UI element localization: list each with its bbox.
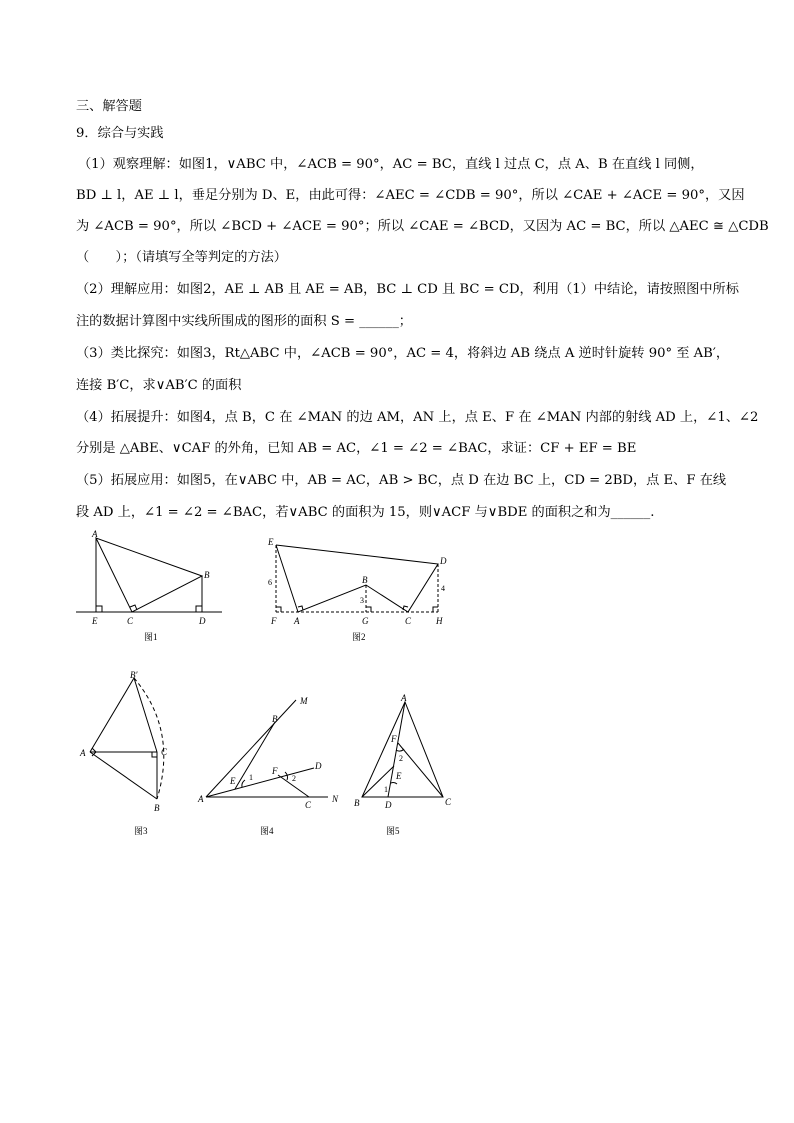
fig5-label-e: E [396, 771, 402, 781]
fig2-label-h: H [436, 616, 443, 626]
fig2-label-e: E [268, 537, 274, 547]
paragraph-3-line-1: （3）类比探究：如图3，Rt△ABC 中，∠ACB = 90°，AC = 4，将斜边 AB 绕点 A 逆时针旋转 90° 至 AB′， [76, 346, 730, 361]
fig5-label-a: A [401, 693, 407, 703]
fig2-caption: 图2 [352, 632, 366, 642]
paragraph-1-line-4: （ ）；（请填写全等判定的方法） [76, 250, 287, 265]
fig5-label-c: C [445, 797, 452, 807]
fig2-value-4: 4 [441, 584, 445, 593]
fig2-label-a: A [294, 616, 300, 626]
fig1-caption: 图1 [144, 632, 158, 642]
fig2-label-f: F [271, 616, 277, 626]
paragraph-5-line-2: 段 AD 上，∠1 = ∠2 = ∠BAC，若∨ABC 的面积为 15，则∨ACF 与∨BDE 的面积之和为______. [76, 505, 655, 520]
figure-2 [262, 533, 452, 647]
fig5-label-b: B [354, 798, 360, 808]
fig1-label-a: A [92, 529, 98, 539]
paragraph-4-line-1: （4）拓展提升：如图4，点 B，C 在 ∠MAN 的边 AM，AN 上，点 E、F 在 ∠MAN 内部的射线 AD 上，∠1、∠2 [76, 410, 759, 425]
fig1-label-d: D [199, 616, 206, 626]
question-title: 9．综合与实践 [76, 126, 164, 141]
fig1-label-c: C [127, 616, 134, 626]
fig4-label-e: E [230, 776, 236, 786]
fig4-caption: 图4 [260, 826, 274, 836]
fig3-label-c: C [161, 747, 168, 757]
fig5-label-f: F [391, 734, 397, 744]
fig4-label-n: N [332, 794, 339, 804]
fig3-label-b: B [154, 803, 160, 813]
fig4-label-b: B [272, 714, 278, 724]
fig4-label-d: D [315, 761, 322, 771]
fig1-label-b: B [204, 570, 210, 580]
fig2-label-d: D [440, 556, 447, 566]
fig4-label-m: M [300, 696, 308, 706]
fig5-caption: 图5 [386, 826, 400, 836]
fig2-value-6: 6 [268, 578, 272, 587]
fig4-angle-1: 1 [249, 773, 253, 782]
fig4-angle-2: 2 [292, 774, 296, 783]
paragraph-1-line-2: BD ⊥ l，AE ⊥ l，垂足分别为 D、E，由此可得：∠AEC = ∠CDB = 90°，所以 ∠CAE + ∠ACE = 90°，又因 [76, 188, 745, 203]
paragraph-2-line-2: 注的数据计算图中实线所围成的图形的面积 S = ______； [76, 314, 412, 329]
figure-4 [192, 690, 352, 840]
fig4-label-c: C [305, 800, 312, 810]
fig3-label-bp: B′ [130, 670, 138, 680]
paragraph-1-line-3: 为 ∠ACB = 90°，所以 ∠BCD + ∠ACE = 90°；所以 ∠CAE = ∠BCD，又因为 AC = BC，所以 △AEC ≅ △CDB [76, 219, 769, 234]
fig2-label-g: G [362, 616, 369, 626]
figure-3 [72, 668, 182, 840]
paragraph-1-line-1: （1）观察理解：如图1，∨ABC 中，∠ACB = 90°，AC = BC，直线 l 过点 C，点 A、B 在直线 l 同侧， [78, 157, 704, 172]
fig2-label-b: B [362, 575, 368, 585]
paragraph-2-line-1: （2）理解应用：如图2，AE ⊥ AB 且 AE = AB，BC ⊥ CD 且 BC = CD，利用（1）中结论，请按照图中所标 [76, 282, 739, 297]
fig4-label-f: F [272, 766, 278, 776]
paragraph-5-line-1: （5）拓展应用：如图5，在∨ABC 中，AB = AC，AB > BC，点 D 在边 BC 上，CD = 2BD，点 E、F 在线 [76, 473, 727, 488]
figure-5 [350, 688, 460, 840]
fig3-caption: 图3 [134, 826, 148, 836]
fig5-angle-2: 2 [399, 754, 403, 763]
fig5-angle-1: 1 [384, 785, 388, 794]
section-title: 三、解答题 [76, 99, 142, 114]
fig1-label-e: E [92, 616, 98, 626]
fig2-value-3: 3 [360, 596, 364, 605]
fig5-label-d: D [385, 800, 392, 810]
fig2-label-c: C [405, 616, 412, 626]
figure-1 [70, 528, 230, 646]
paragraph-4-line-2: 分别是 △ABE、∨CAF 的外角，已知 AB = AC，∠1 = ∠2 = ∠BAC，求证：CF + EF = BE [76, 441, 637, 456]
fig4-label-a: A [198, 794, 204, 804]
fig3-label-a: A [80, 748, 86, 758]
paragraph-3-line-2: 连接 B′C，求∨AB′C 的面积 [76, 378, 242, 393]
